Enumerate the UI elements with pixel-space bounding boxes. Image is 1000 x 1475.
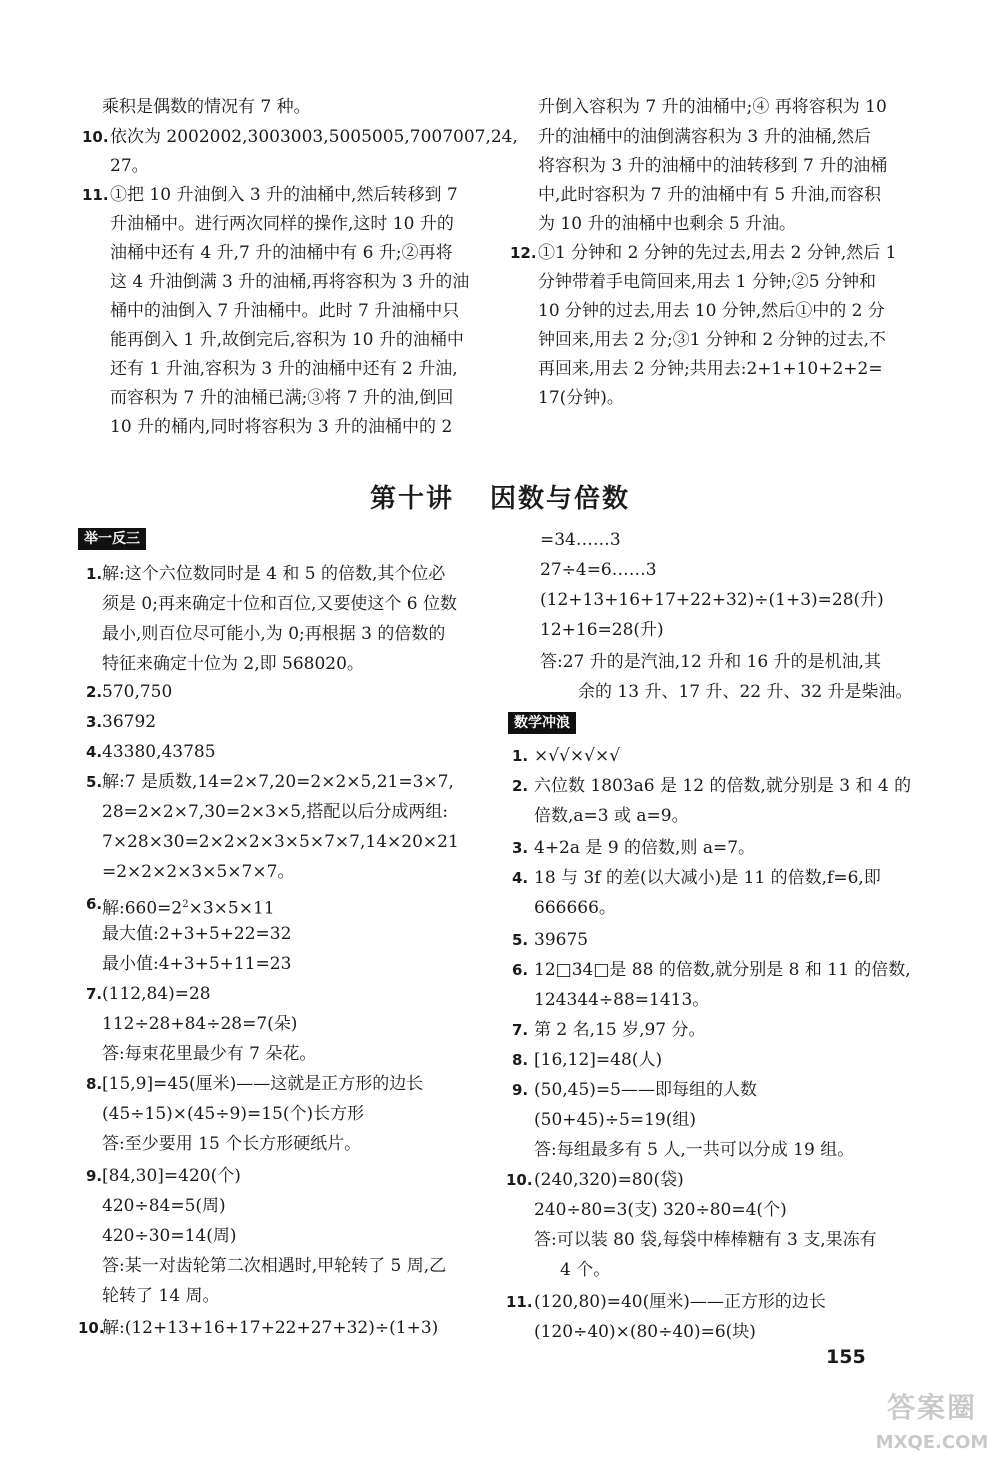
text-line: 特征来确定十位为 2,即 568020。	[102, 654, 364, 674]
text-line: 12□34□是 88 的倍数,就分别是 8 和 11 的倍数,	[534, 960, 911, 980]
question-number: 10.	[78, 1319, 105, 1337]
text-line: [16,12]=48(人)	[534, 1050, 663, 1070]
text-line: 能再倒入 1 升,故倒完后,容积为 10 升的油桶中	[110, 330, 464, 350]
question-number: 2.	[512, 777, 529, 795]
text-line: 依次为 2002002,3003003,5005005,7007007,24,	[110, 127, 518, 147]
text-line: 7×28×30=2×2×2×3×5×7×7,14×20×21	[102, 832, 459, 852]
text-line: 余的 13 升、17 升、22 升、32 升是柴油。	[578, 682, 913, 702]
text-line: 解:这个六位数同时是 4 和 5 的倍数,其个位必	[102, 564, 446, 584]
text-line: (50,45)=5——即每组的人数	[534, 1080, 757, 1100]
text-line: 28=2×2×7,30=2×3×5,搭配以后分成两组:	[102, 802, 449, 822]
question-number: 12.	[510, 244, 537, 262]
text-line: 4 个。	[560, 1260, 611, 1280]
text-line: 最大值:2+3+5+22=32	[102, 924, 292, 944]
text-line: 答:27 升的是汽油,12 升和 16 升的是机油,其	[540, 652, 882, 672]
watermark-chars: 答案圈	[886, 1391, 977, 1424]
text-line: =34……3	[540, 530, 621, 550]
text-line: 轮转了 14 周。	[102, 1286, 220, 1306]
text-line: 乘积是偶数的情况有 7 种。	[102, 97, 311, 117]
question-number: 5.	[86, 773, 103, 791]
question-number: 6.	[512, 961, 529, 979]
text-line: 再回来,用去 2 分钟;共用去:2+1+10+2+2=	[538, 359, 883, 379]
text-line: 最小,则百位尽可能小,为 0;再根据 3 的倍数的	[102, 624, 446, 644]
text-line: 答:每组最多有 5 人,一共可以分成 19 组。	[534, 1140, 855, 1160]
text-line: 油桶中还有 4 升,7 升的油桶中有 6 升;②再将	[110, 243, 453, 263]
text-line: 570,750	[102, 682, 173, 702]
question-number: 9.	[512, 1081, 529, 1099]
text-line: (12+13+16+17+22+32)÷(1+3)=28(升)	[540, 590, 884, 610]
text-line: 中,此时容积为 7 升的油桶中有 5 升油,而容积	[538, 185, 882, 205]
text-line: 解:(12+13+16+17+22+27+32)÷(1+3)	[102, 1318, 439, 1338]
text-line: 分钟带着手电筒回来,用去 1 分钟;②5 分钟和	[538, 272, 876, 292]
text-line: 钟回来,用去 2 分;③1 分钟和 2 分钟的过去,不	[538, 330, 887, 350]
page-number: 155	[826, 1346, 866, 1368]
text-line: 240÷80=3(支) 320÷80=4(个)	[534, 1200, 787, 1220]
question-number: 5.	[512, 931, 529, 949]
question-number: 10.	[506, 1171, 533, 1189]
text-line: ①1 分钟和 2 分钟的先过去,用去 2 分钟,然后 1	[538, 243, 897, 263]
text-line: 10 升的桶内,同时将容积为 3 升的油桶中的 2	[110, 417, 453, 437]
text-line: 答:每束花里最少有 7 朵花。	[102, 1044, 317, 1064]
text-line: 39675	[534, 930, 589, 950]
title-part-topic: 因数与倍数	[490, 484, 631, 514]
exponent: 2	[182, 899, 189, 910]
text-line: [84,30]=420(个)	[102, 1166, 241, 1186]
text-line: 答:可以装 80 袋,每袋中棒棒糖有 3 支,果冻有	[534, 1230, 877, 1250]
text-line: 答:某一对齿轮第二次相遇时,甲轮转了 5 周,乙	[102, 1256, 447, 1276]
text-line: 12+16=28(升)	[540, 620, 664, 640]
text-line: 解$:660=2^2\times 3\times 5\times 11$	[102, 898, 275, 919]
section-title	[0, 478, 1000, 515]
question-number: 2.	[86, 683, 103, 701]
text-line: 升油桶中。进行两次同样的操作,这时 10 升的	[110, 214, 454, 234]
text-line: =2×2×2×3×5×7×7。	[102, 862, 295, 882]
question-number: 1.	[512, 747, 529, 765]
question-number: 3.	[86, 713, 103, 731]
question-number: 3.	[512, 839, 529, 857]
text-line: 17(分钟)。	[538, 388, 624, 408]
text-line: 须是 0;再来确定十位和百位,又要使这个 6 位数	[102, 594, 457, 614]
text-line: 第 2 名,15 岁,97 分。	[534, 1020, 706, 1040]
watermark-logo	[872, 1386, 992, 1466]
question-number: 8.	[512, 1051, 529, 1069]
question-number: 4.	[512, 869, 529, 887]
section-badge-practice: 举一反三	[78, 528, 146, 550]
text-line: 倍数,a=3 或 a=9。	[534, 806, 689, 826]
section-badge-math-surf: 数学冲浪	[508, 712, 576, 734]
text-line: 420÷84=5(周)	[102, 1196, 226, 1216]
text-line: 将容积为 3 升的油桶中的油转移到 7 升的油桶	[538, 156, 888, 176]
question-number: 4.	[86, 743, 103, 761]
text-line: 升的油桶中的油倒满容积为 3 升的油桶,然后	[538, 127, 872, 147]
text-line: 还有 1 升油,容积为 3 升的油桶中还有 2 升油,	[110, 359, 458, 379]
text-line: (50+45)÷5=19(组)	[534, 1110, 696, 1130]
text-line: 43380,43785	[102, 742, 216, 762]
text-line: 升倒入容积为 7 升的油桶中;④ 再将容积为 10	[538, 97, 887, 117]
text-line: ×√√×√×√	[534, 746, 621, 766]
text-line: 112÷28+84÷28=7(朵)	[102, 1014, 298, 1034]
text-line: 这 4 升油倒满 3 升的油桶,再将容积为 3 升的油	[110, 272, 470, 292]
text-line: (120,80)=40(厘米)——正方形的边长	[534, 1292, 826, 1312]
text-line: 27。	[110, 156, 149, 176]
text-line: 18 与 3f 的差(以大减小)是 11 的倍数,f=6,即	[534, 868, 881, 888]
question-number: 11.	[82, 186, 109, 204]
text-line: 解:7 是质数,14=2×7,20=2×2×5,21=3×7,	[102, 772, 454, 792]
text-line: 而容积为 7 升的油桶已满;③将 7 升的油,倒回	[110, 388, 454, 408]
question-number: 6.	[86, 895, 103, 913]
text-line: 4+2a 是 9 的倍数,则 a=7。	[534, 838, 756, 858]
text-line: 666666。	[534, 898, 616, 918]
watermark-url: MXQE.COM	[875, 1432, 989, 1453]
question-number: 7.	[512, 1021, 529, 1039]
text-line: 答:至少要用 15 个长方形硬纸片。	[102, 1134, 362, 1154]
text-line: ①把 10 升油倒入 3 升的油桶中,然后转移到 7	[110, 185, 458, 205]
question-number: 11.	[506, 1293, 533, 1311]
text-line: [15,9]=45(厘米)——这就是正方形的边长	[102, 1074, 424, 1094]
title-part-lecture: 第十讲	[369, 484, 454, 514]
text-line: 420÷30=14(周)	[102, 1226, 237, 1246]
question-number: 1.	[86, 565, 103, 583]
text-line: 桶中的油倒入 7 升油桶中。此时 7 升油桶中只	[110, 301, 460, 321]
text-line: (112,84)=28	[102, 984, 211, 1004]
question-number: 9.	[86, 1167, 103, 1185]
text-line: 10 分钟的过去,用去 10 分钟,然后①中的 2 分	[538, 301, 885, 321]
question-number: 8.	[86, 1075, 103, 1093]
text-line: 为 10 升的油桶中也剩余 5 升油。	[538, 214, 797, 234]
text-line: 最小值:4+3+5+11=23	[102, 954, 292, 974]
text-line: (240,320)=80(袋)	[534, 1170, 684, 1190]
question-number: 7.	[86, 985, 103, 1003]
question-number: 10.	[82, 128, 109, 146]
text-line: 36792	[102, 712, 157, 732]
text-line: (45÷15)×(45÷9)=15(个)长方形	[102, 1104, 365, 1124]
text-line: 27÷4=6……3	[540, 560, 657, 580]
text-line: (120÷40)×(80÷40)=6(块)	[534, 1322, 756, 1342]
text-line: 六位数 1803a6 是 12 的倍数,就分别是 3 和 4 的	[534, 776, 912, 796]
text-line: 124344÷88=1413。	[534, 990, 710, 1010]
